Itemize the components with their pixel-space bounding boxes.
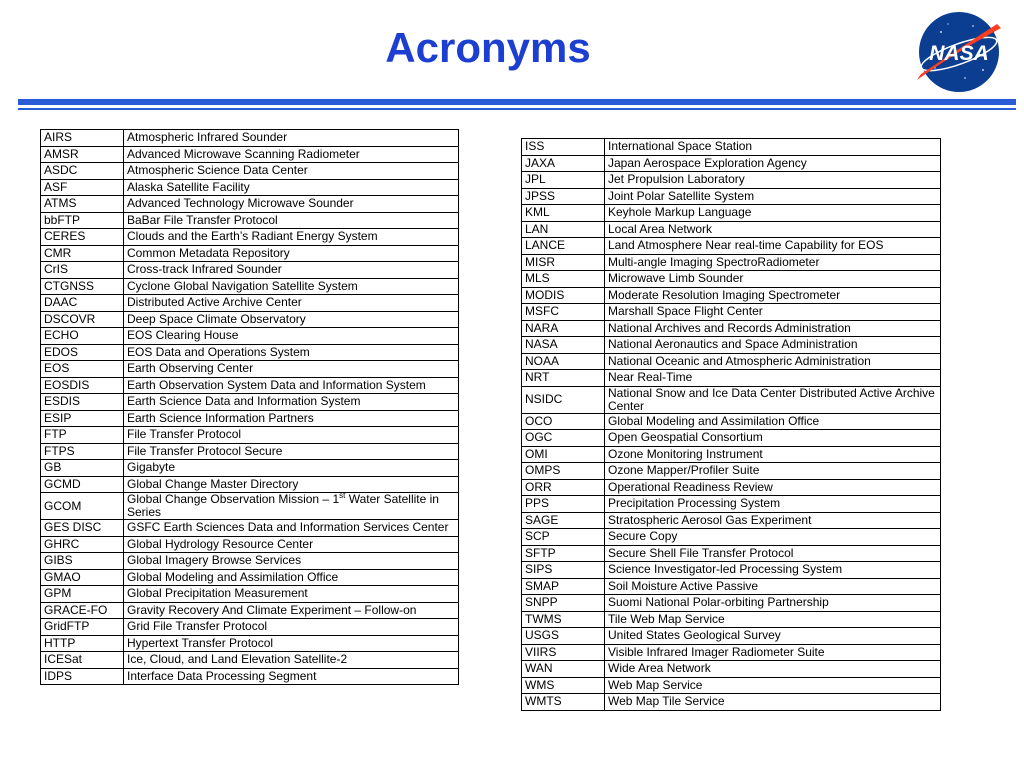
definition-cell: Global Change Master Directory	[124, 476, 459, 493]
definition-cell: Distributed Active Archive Center	[124, 295, 459, 312]
definition-cell: Gigabyte	[124, 460, 459, 477]
table-row	[522, 677, 941, 694]
table-row	[522, 430, 941, 447]
acronym-cell: ORR	[522, 479, 605, 496]
acronym-cell: OMPS	[522, 463, 605, 480]
acronym-cell: OGC	[522, 430, 605, 447]
definition-cell: Secure Shell File Transfer Protocol	[605, 545, 941, 562]
definition-cell: Ice, Cloud, and Land Elevation Satellite-2	[124, 652, 459, 669]
table-row	[522, 529, 941, 546]
definition-cell: Local Area Network	[605, 221, 941, 238]
acronym-cell: NARA	[522, 320, 605, 337]
acronym-cell: JPL	[522, 172, 605, 189]
definition-cell: EOS Clearing House	[124, 328, 459, 345]
definition-superscript: st	[339, 491, 346, 500]
table-row	[522, 446, 941, 463]
acronym-cell: LANCE	[522, 238, 605, 255]
table-row	[41, 520, 459, 537]
definition-cell: International Space Station	[605, 139, 941, 156]
definition-cell: Advanced Microwave Scanning Radiometer	[124, 146, 459, 163]
definition-cell: Secure Copy	[605, 529, 941, 546]
acronym-cell: ICESat	[41, 652, 124, 669]
table-row	[41, 146, 459, 163]
definition-cell: National Archives and Records Administration	[605, 320, 941, 337]
header-rule-thin	[18, 108, 1016, 110]
table-row	[41, 179, 459, 196]
table-row	[41, 278, 459, 295]
logo-wordmark: NASA	[929, 42, 989, 65]
acronym-cell: EDOS	[41, 344, 124, 361]
acronym-cell: OMI	[522, 446, 605, 463]
page-title: Acronyms	[385, 24, 591, 71]
definition-cell: Interface Data Processing Segment	[124, 668, 459, 685]
acronym-cell: MLS	[522, 271, 605, 288]
table-row	[41, 196, 459, 213]
table-row	[41, 553, 459, 570]
acronym-cell: DAAC	[41, 295, 124, 312]
acronym-cell: AMSR	[41, 146, 124, 163]
definition-cell: Earth Observing Center	[124, 361, 459, 378]
table-row	[522, 287, 941, 304]
definition-cell: File Transfer Protocol	[124, 427, 459, 444]
acronym-cell: CMR	[41, 245, 124, 262]
table-row	[522, 304, 941, 321]
acronym-cell: WAN	[522, 661, 605, 678]
definition-cell: Joint Polar Satellite System	[605, 188, 941, 205]
definition-cell: Global Precipitation Measurement	[124, 586, 459, 603]
table-row	[41, 212, 459, 229]
definition-cell: Keyhole Markup Language	[605, 205, 941, 222]
table-row	[522, 353, 941, 370]
definition-cell: File Transfer Protocol Secure	[124, 443, 459, 460]
acronym-table-left	[40, 129, 459, 685]
definition-cell: Japan Aerospace Exploration Agency	[605, 155, 941, 172]
definition-cell: Tile Web Map Service	[605, 611, 941, 628]
acronym-cell: LAN	[522, 221, 605, 238]
table-row	[41, 443, 459, 460]
definition-cell: National Aeronautics and Space Administration	[605, 337, 941, 354]
definition-cell: Visible Infrared Imager Radiometer Suite	[605, 644, 941, 661]
definition-cell: Cross-track Infrared Sounder	[124, 262, 459, 279]
table-row	[522, 155, 941, 172]
acronym-cell: JAXA	[522, 155, 605, 172]
acronym-cell: NOAA	[522, 353, 605, 370]
acronym-cell: ECHO	[41, 328, 124, 345]
acronym-cell: ESIP	[41, 410, 124, 427]
table-row	[522, 578, 941, 595]
definition-cell: Earth Observation System Data and Information System	[124, 377, 459, 394]
acronym-cell: USGS	[522, 628, 605, 645]
definition-cell: Web Map Tile Service	[605, 694, 941, 711]
acronym-cell: MSFC	[522, 304, 605, 321]
table-row	[522, 479, 941, 496]
acronym-cell: WMS	[522, 677, 605, 694]
table-row	[41, 377, 459, 394]
definition-cell: Global Imagery Browse Services	[124, 553, 459, 570]
table-row	[522, 271, 941, 288]
table-row	[41, 619, 459, 636]
table-row	[522, 188, 941, 205]
acronym-cell: ISS	[522, 139, 605, 156]
definition-cell: Grid File Transfer Protocol	[124, 619, 459, 636]
table-row	[522, 254, 941, 271]
definition-cell: Near Real-Time	[605, 370, 941, 387]
acronym-cell: JPSS	[522, 188, 605, 205]
definition-text: Global Change Observation Mission – 1	[127, 492, 340, 506]
table-row	[522, 139, 941, 156]
table-row	[41, 311, 459, 328]
table-row	[41, 262, 459, 279]
definition-cell: Marshall Space Flight Center	[605, 304, 941, 321]
table-row	[522, 496, 941, 513]
table-row	[41, 652, 459, 669]
table-row	[522, 320, 941, 337]
table-row	[41, 361, 459, 378]
acronym-cell: GCMD	[41, 476, 124, 493]
table-row	[41, 476, 459, 493]
definition-cell: National Snow and Ice Data Center Distributed Active Archive Center	[605, 386, 941, 413]
acronym-cell: GCOM	[41, 493, 124, 520]
acronym-cell: CTGNSS	[41, 278, 124, 295]
acronym-cell: GMAO	[41, 569, 124, 586]
table-row	[41, 295, 459, 312]
header-rule-thick	[18, 99, 1016, 105]
acronym-cell: IDPS	[41, 668, 124, 685]
acronym-cell: EOSDIS	[41, 377, 124, 394]
acronym-cell: TWMS	[522, 611, 605, 628]
acronym-cell: ATMS	[41, 196, 124, 213]
acronym-cell: bbFTP	[41, 212, 124, 229]
definition-cell: Alaska Satellite Facility	[124, 179, 459, 196]
table-row	[522, 172, 941, 189]
acronym-cell: GHRC	[41, 536, 124, 553]
definition-cell: Earth Science Data and Information System	[124, 394, 459, 411]
table-row	[41, 493, 459, 520]
acronym-cell: GPM	[41, 586, 124, 603]
acronym-cell: DSCOVR	[41, 311, 124, 328]
definition-cell: Gravity Recovery And Climate Experiment – Follow-on	[124, 602, 459, 619]
table-row	[522, 595, 941, 612]
acronym-cell: WMTS	[522, 694, 605, 711]
table-row	[522, 386, 941, 413]
acronym-table-right	[521, 138, 941, 711]
acronym-cell: MODIS	[522, 287, 605, 304]
definition-cell: Land Atmosphere Near real-time Capability for EOS	[605, 238, 941, 255]
table-row	[522, 413, 941, 430]
acronym-cell: AIRS	[41, 130, 124, 147]
acronym-cell: MISR	[522, 254, 605, 271]
table-row	[41, 410, 459, 427]
definition-cell: Global Modeling and Assimilation Office	[605, 413, 941, 430]
definition-cell: Global Hydrology Resource Center	[124, 536, 459, 553]
definition-cell: Soil Moisture Active Passive	[605, 578, 941, 595]
acronym-cell: KML	[522, 205, 605, 222]
definition-cell: EOS Data and Operations System	[124, 344, 459, 361]
table-row	[41, 130, 459, 147]
acronym-cell: CrIS	[41, 262, 124, 279]
definition-cell: Common Metadata Repository	[124, 245, 459, 262]
table-row	[41, 229, 459, 246]
definition-cell: Atmospheric Science Data Center	[124, 163, 459, 180]
definition-cell: Microwave Limb Sounder	[605, 271, 941, 288]
definition-cell: United States Geological Survey	[605, 628, 941, 645]
definition-cell: Ozone Mapper/Profiler Suite	[605, 463, 941, 480]
table-row	[522, 611, 941, 628]
definition-cell: BaBar File Transfer Protocol	[124, 212, 459, 229]
acronym-cell: HTTP	[41, 635, 124, 652]
acronym-cell: FTP	[41, 427, 124, 444]
table-row	[522, 221, 941, 238]
acronym-cell: ASDC	[41, 163, 124, 180]
definition-cell: Operational Readiness Review	[605, 479, 941, 496]
acronym-cell: ASF	[41, 179, 124, 196]
definition-cell: Ozone Monitoring Instrument	[605, 446, 941, 463]
table-row	[41, 163, 459, 180]
table-row	[41, 536, 459, 553]
definition-cell: Cyclone Global Navigation Satellite System	[124, 278, 459, 295]
table-row	[41, 427, 459, 444]
acronym-cell: CERES	[41, 229, 124, 246]
acronym-cell: SIPS	[522, 562, 605, 579]
acronym-cell: NRT	[522, 370, 605, 387]
acronym-cell: VIIRS	[522, 644, 605, 661]
acronym-cell: SMAP	[522, 578, 605, 595]
table-row	[522, 562, 941, 579]
table-row	[522, 661, 941, 678]
acronym-cell: ESDIS	[41, 394, 124, 411]
definition-cell: Deep Space Climate Observatory	[124, 311, 459, 328]
definition-cell: Open Geospatial Consortium	[605, 430, 941, 447]
table-row	[41, 328, 459, 345]
acronym-cell: GES DISC	[41, 520, 124, 537]
table-row	[522, 644, 941, 661]
acronym-cell: SAGE	[522, 512, 605, 529]
table-row	[522, 463, 941, 480]
definition-cell: Suomi National Polar-orbiting Partnership	[605, 595, 941, 612]
definition-cell: Multi-angle Imaging SpectroRadiometer	[605, 254, 941, 271]
table-row	[41, 602, 459, 619]
definition-cell: Precipitation Processing System	[605, 496, 941, 513]
definition-text: Water Satellite in Series	[127, 492, 439, 519]
table-row	[522, 628, 941, 645]
acronym-cell: SNPP	[522, 595, 605, 612]
table-row	[41, 245, 459, 262]
definition-cell: National Oceanic and Atmospheric Administration	[605, 353, 941, 370]
table-row	[41, 394, 459, 411]
definition-cell: Global Modeling and Assimilation Office	[124, 569, 459, 586]
table-row	[522, 370, 941, 387]
definition-cell: Jet Propulsion Laboratory	[605, 172, 941, 189]
table-row	[41, 569, 459, 586]
table-row	[522, 512, 941, 529]
definition-cell: Hypertext Transfer Protocol	[124, 635, 459, 652]
nasa-logo	[913, 10, 1005, 94]
acronym-cell: NSIDC	[522, 386, 605, 413]
definition-cell: Clouds and the Earth’s Radiant Energy System	[124, 229, 459, 246]
definition-cell: Atmospheric Infrared Sounder	[124, 130, 459, 147]
table-row	[522, 337, 941, 354]
table-row	[522, 238, 941, 255]
definition-cell: Advanced Technology Microwave Sounder	[124, 196, 459, 213]
definition-cell: Earth Science Information Partners	[124, 410, 459, 427]
definition-cell: Moderate Resolution Imaging Spectrometer	[605, 287, 941, 304]
acronym-cell: NASA	[522, 337, 605, 354]
table-row	[41, 460, 459, 477]
table-row	[522, 205, 941, 222]
definition-cell: Science Investigator-led Processing System	[605, 562, 941, 579]
table-row	[522, 545, 941, 562]
acronym-cell: GRACE-FO	[41, 602, 124, 619]
definition-cell: Web Map Service	[605, 677, 941, 694]
acronym-cell: OCO	[522, 413, 605, 430]
acronym-cell: PPS	[522, 496, 605, 513]
table-row	[41, 344, 459, 361]
table-row	[41, 668, 459, 685]
acronym-cell: EOS	[41, 361, 124, 378]
table-row	[41, 635, 459, 652]
definition-cell: Stratospheric Aerosol Gas Experiment	[605, 512, 941, 529]
definition-cell: Wide Area Network	[605, 661, 941, 678]
acronym-cell: GB	[41, 460, 124, 477]
table-row	[41, 586, 459, 603]
acronym-cell: GridFTP	[41, 619, 124, 636]
acronym-cell: SFTP	[522, 545, 605, 562]
acronym-cell: FTPS	[41, 443, 124, 460]
definition-cell	[124, 493, 459, 520]
table-row	[522, 694, 941, 711]
acronym-cell: SCP	[522, 529, 605, 546]
acronym-cell: GIBS	[41, 553, 124, 570]
definition-cell: GSFC Earth Sciences Data and Information Services Center	[124, 520, 459, 537]
